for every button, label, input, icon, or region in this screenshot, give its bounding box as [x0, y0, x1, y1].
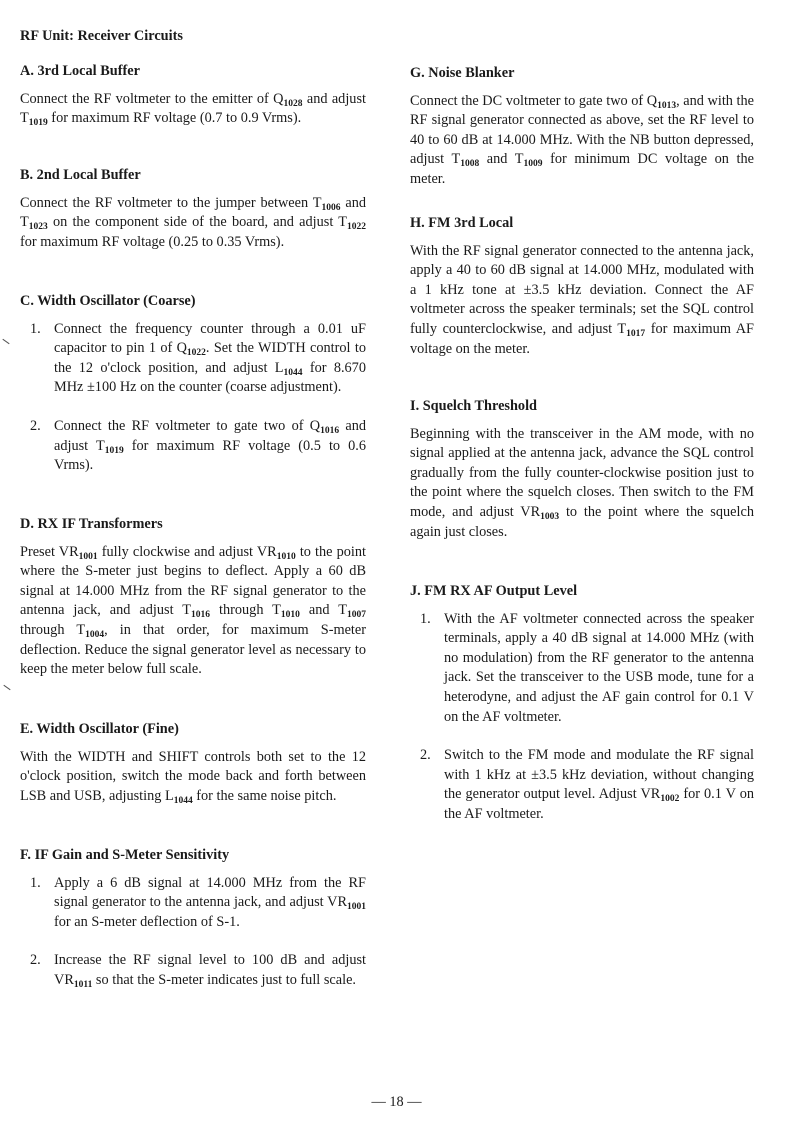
- section-heading: C. Width Oscillator (Coarse): [20, 293, 196, 309]
- item-number: 2.: [30, 417, 41, 434]
- subscript: 1001: [347, 902, 366, 913]
- section-d: [20, 515, 366, 680]
- section-b: [20, 166, 366, 252]
- section-g: [410, 64, 754, 190]
- text-run: Switch to the FM mode and modulate the RF signal with 1 kHz at ±3.5 kHz deviation, without changing the generator output level. Adjust VR: [444, 747, 754, 803]
- subscript: 1028: [283, 98, 303, 109]
- subscript: 1044: [173, 795, 193, 806]
- subscript: 1003: [540, 511, 560, 522]
- text-run: so that the S-meter indicates just to full scale.: [92, 971, 356, 988]
- subscript: 1044: [283, 367, 303, 378]
- list-item: [410, 610, 754, 728]
- text-run: With the WIDTH and SHIFT controls both set to the 12 o'clock position, switch the mode back and forth between LSB and USB, adjusting L: [20, 748, 366, 804]
- section-body: [410, 242, 754, 360]
- section-heading: E. Width Oscillator (Fine): [20, 721, 179, 737]
- section-heading: G. Noise Blanker: [410, 65, 515, 81]
- section-body: [20, 194, 366, 253]
- text-run: With the RF signal generator connected to the antenna jack, apply a 40 to 60 dB signal at 14.000 MHz, modulated with a 1 kHz tone at ±3.5 kHz deviation. Connect the AF voltmeter across the speaker terminals; set the SQL control fully counterclockwise, and adjust T: [410, 242, 754, 337]
- text-run: for minimum DC voltage on the meter.: [410, 151, 754, 187]
- text-run: and adjust T: [54, 417, 366, 454]
- section-heading: H. FM 3rd Local: [410, 215, 514, 231]
- text-run: Connect the frequency counter through a 0.01 uF capacitor to pin 1 of Q: [54, 320, 366, 357]
- subscript: 1010: [276, 551, 296, 562]
- step-list: [20, 320, 366, 476]
- section-c: [20, 292, 366, 476]
- text-run: Connect the RF voltmeter to gate two of Q: [54, 417, 321, 434]
- subscript: 1001: [78, 551, 98, 562]
- section-heading: F. IF Gain and S-Meter Sensitivity: [20, 847, 230, 863]
- text-run: through T: [210, 602, 281, 619]
- item-number: 1.: [30, 874, 41, 891]
- section-heading: B. 2nd Local Buffer: [20, 167, 141, 183]
- text-run: and adjust T: [20, 90, 366, 127]
- list-item: [20, 320, 366, 398]
- subscript: 1016: [320, 425, 340, 436]
- scan-mark: [3, 685, 10, 690]
- text-run: Preset VR: [20, 543, 79, 560]
- text-run: through T: [20, 621, 86, 638]
- subscript: 1006: [321, 202, 341, 213]
- list-item: [410, 746, 754, 824]
- section-body: [410, 92, 754, 190]
- subscript: 1007: [347, 610, 366, 621]
- subscript: 1009: [523, 159, 543, 170]
- text-run: . Set the WIDTH control to the 12 o'clock position, and adjust L: [54, 340, 366, 376]
- section-heading: D. RX IF Transformers: [20, 516, 163, 532]
- scan-mark: [2, 339, 9, 344]
- subscript: 1008: [460, 159, 480, 170]
- text-run: to the point where the squelch again just closes.: [410, 503, 754, 540]
- text-run: Apply a 6 dB signal at 14.000 MHz from the RF signal generator to the antenna jack, and adjust VR: [54, 874, 366, 911]
- list-item: [20, 874, 366, 933]
- text-run: , and with the RF signal generator connected as above, set the RF level to 40 to 60 dB at 14.000 MHz. With the NB button depressed, adjust T: [410, 92, 755, 168]
- section-body: [20, 748, 366, 807]
- text-run: for the same noise pitch.: [192, 787, 337, 804]
- text-run: , in that order, for maximum S-meter deflection. Reduce the signal generator level as necessary to keep the meter below full scale.: [20, 621, 366, 678]
- section-h: [410, 214, 754, 359]
- list-item: [20, 417, 366, 476]
- item-text: [54, 320, 366, 398]
- subscript: 1011: [73, 979, 93, 990]
- text-run: for 8.670 MHz ±100 Hz on the counter (coarse adjustment).: [54, 359, 366, 396]
- subscript: 1010: [280, 610, 300, 621]
- text-run: for maximum RF voltage (0.5 to 0.6 Vrms).: [54, 437, 367, 474]
- subscript: 1017: [626, 328, 646, 339]
- item-text: [444, 746, 754, 824]
- item-number: 2.: [30, 952, 41, 969]
- text-run: and T: [299, 602, 347, 619]
- subscript: 1019: [28, 118, 48, 129]
- text-run: and T: [479, 151, 524, 168]
- text-run: for maximum RF voltage (0.7 to 0.9 Vrms).: [47, 110, 302, 127]
- text-run: for 0.1 V on the AF voltmeter.: [444, 786, 755, 822]
- section-heading: A. 3rd Local Buffer: [20, 63, 140, 79]
- step-list: [410, 610, 754, 825]
- text-run: Beginning with the transceiver in the AM mode, with no signal applied at the antenna jack, advance the SQL control gradually from the fully counter-clockwise position just to the point where the squelch closes. Then switch to the FM mode, and adjust VR: [410, 425, 754, 520]
- item-text: [54, 874, 366, 933]
- step-list: [20, 874, 366, 991]
- text-run: on the component side of the board, and adjust T: [47, 214, 347, 231]
- section-f: [20, 846, 366, 991]
- page-title: RF Unit: Receiver Circuits: [20, 28, 183, 44]
- subscript: 1019: [104, 445, 124, 456]
- text-run: With the AF voltmeter connected across the speaker terminals, apply a 40 dB signal at 14.000 MHz (with no modulation) from the RF generator to the antenna jack. Set the transceiver to the USB mode, tune for a heterodyne, and adjust the AF gain control for 0.1 V on the AF voltmeter.: [444, 610, 754, 725]
- section-e: [20, 720, 366, 806]
- text-run: for maximum AF voltage on the meter.: [410, 320, 754, 357]
- text-run: Connect the RF voltmeter to the emitter of Q: [20, 90, 284, 107]
- item-number: 1.: [420, 610, 431, 627]
- section-i: [410, 397, 754, 542]
- text-run: for an S-meter deflection of S-1.: [54, 913, 240, 930]
- text-run: for maximum RF voltage (0.25 to 0.35 Vrms).: [20, 233, 285, 250]
- section-a: [20, 62, 366, 129]
- section-heading: I. Squelch Threshold: [410, 398, 538, 414]
- text-run: fully clockwise and adjust VR: [97, 543, 277, 560]
- section-heading: J. FM RX AF Output Level: [410, 583, 578, 599]
- text-run: and T: [20, 194, 367, 231]
- subscript: 1022: [186, 348, 206, 359]
- list-item: [20, 951, 366, 990]
- section-body: [20, 90, 366, 129]
- subscript: 1013: [657, 100, 677, 111]
- item-text: [444, 610, 754, 728]
- item-text: [54, 417, 366, 476]
- section-body: [20, 543, 366, 680]
- text-run: Increase the RF signal level to 100 dB and adjust VR: [54, 952, 366, 988]
- subscript: 1002: [660, 794, 680, 805]
- text-run: Connect the DC voltmeter to gate two of Q: [410, 92, 658, 109]
- section-j: [410, 582, 754, 825]
- subscript: 1022: [347, 222, 366, 233]
- page-number: — 18 —: [371, 1094, 422, 1110]
- subscript: 1016: [191, 610, 211, 621]
- subscript: 1004: [85, 629, 105, 640]
- item-number: 2.: [420, 747, 431, 764]
- text-run: to the point where the S-meter just begins to deflect. Apply a 60 dB signal at 14.000 MHz from the RF signal generator to the antenna jack, and adjust T: [20, 543, 367, 619]
- item-number: 1.: [30, 320, 41, 337]
- section-body: [410, 425, 754, 543]
- item-text: [54, 951, 366, 990]
- subscript: 1023: [28, 222, 48, 233]
- text-run: Connect the RF voltmeter to the jumper between T: [20, 194, 322, 211]
